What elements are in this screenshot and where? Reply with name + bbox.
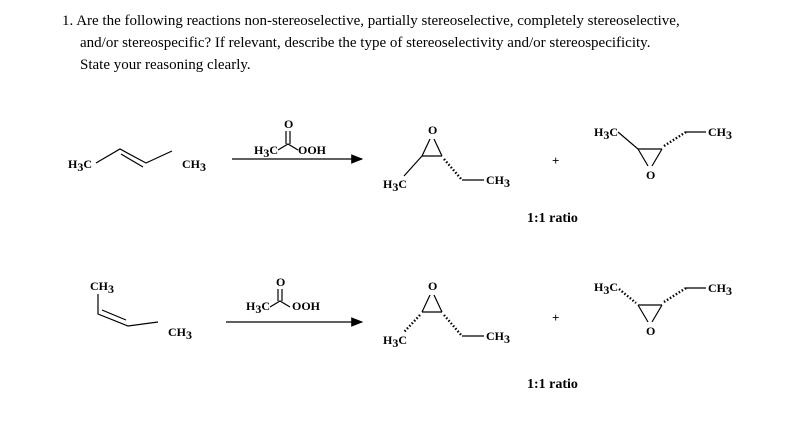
product-2b-right-group: CH3 [708, 281, 732, 298]
reactant-2-cis-alkene [90, 279, 192, 342]
product-1a-left-group: H3C [383, 177, 408, 194]
reactant-1-right-group: CH3 [182, 157, 206, 174]
reagent-2-left-group: H3C [246, 299, 271, 316]
reagent-2-peracid [246, 275, 321, 316]
product-2b-epoxide [594, 280, 732, 338]
reagent-2-carbonyl-o: O [276, 275, 286, 289]
product-2b-oxygen: O [646, 324, 656, 338]
reaction-1-ratio: 1:1 ratio [527, 211, 578, 226]
reaction-2 [90, 275, 732, 392]
product-1b-right-group: CH3 [708, 125, 732, 142]
product-1a-right-group: CH3 [486, 173, 510, 190]
reaction-1-plus: + [552, 153, 560, 168]
question-line-3: State your reasoning clearly. [80, 57, 251, 73]
reactant-1-trans-alkene [68, 149, 206, 174]
product-1b-epoxide [594, 125, 732, 182]
product-1a-epoxide [383, 123, 510, 194]
reaction-2-ratio: 1:1 ratio [527, 377, 578, 392]
question-number: 1. [62, 13, 74, 29]
product-1b-left-group: H3C [594, 125, 619, 142]
reagent-1-carbonyl-o: O [284, 117, 294, 131]
reactant-2-top-group: CH3 [90, 279, 114, 296]
reaction-2-plus: + [552, 310, 560, 325]
reagent-1-left-group: H3C [254, 143, 279, 160]
question-line-2: and/or stereospecific? If relevant, describe the type of stereoselectivity and/or stereospecificity. [80, 35, 651, 51]
product-2a-left-group: H3C [383, 333, 408, 350]
product-2a-oxygen: O [428, 279, 438, 293]
reactant-1-left-group: H3C [68, 157, 93, 174]
reactant-2-right-group: CH3 [168, 325, 192, 342]
reagent-2-right-group: OOH [292, 299, 321, 313]
question-line-1-text: Are the following reactions non-stereoselective, partially stereoselective, completely stereoselective, [76, 13, 680, 29]
reagent-1-right-group: OOH [298, 143, 327, 157]
reaction-1 [68, 117, 732, 226]
product-2a-epoxide [383, 279, 510, 350]
reagent-1-peracid [254, 117, 327, 160]
product-1b-oxygen: O [646, 168, 656, 182]
product-1a-oxygen: O [428, 123, 438, 137]
product-2a-right-group: CH3 [486, 329, 510, 346]
product-2b-left-group: H3C [594, 280, 619, 297]
